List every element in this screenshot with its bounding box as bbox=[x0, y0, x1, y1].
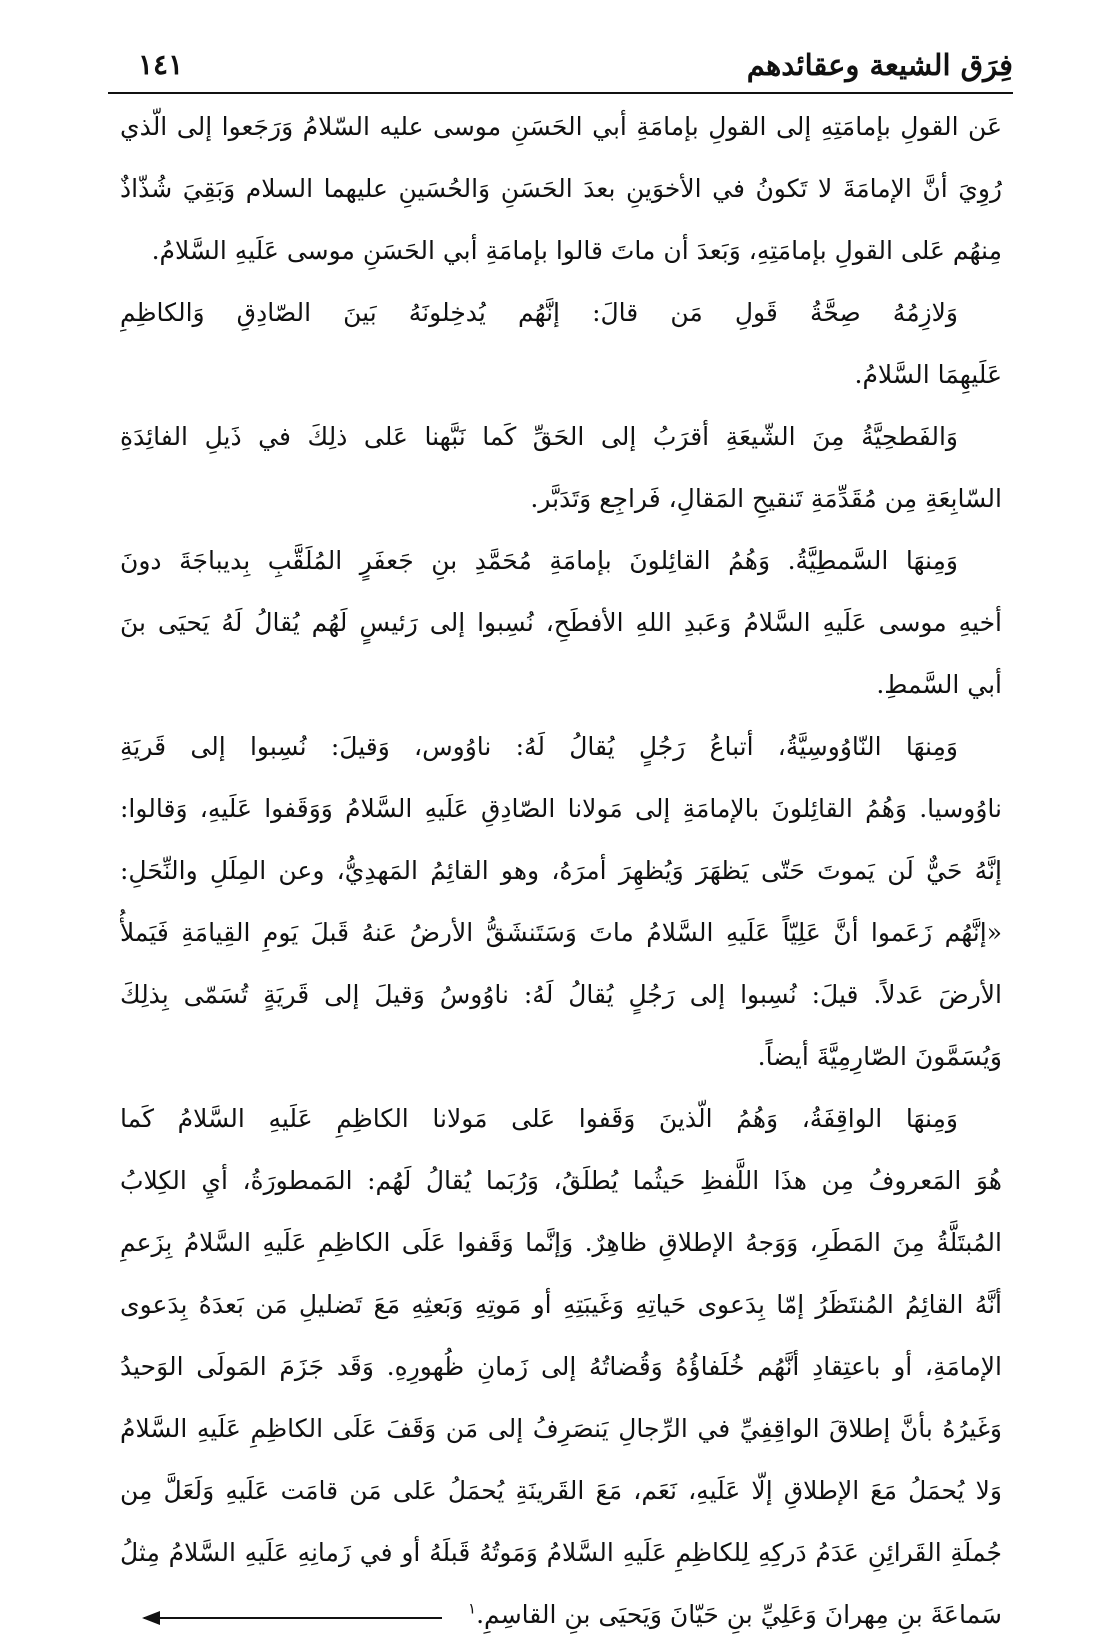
running-title: فِرَق الشيعة وعقائدهم bbox=[746, 48, 1013, 82]
continuation-arrow-icon bbox=[142, 1611, 160, 1625]
running-header bbox=[108, 42, 1013, 88]
text-line: رُوِيَ أنَّ الإمامَةَ لا تَكونُ في الأخوَينِ بعدَ الحَسَنِ وَالحُسَينِ عليهما السلام وَبَقِيَ شُذّاذٌ bbox=[120, 174, 1002, 203]
header-rule bbox=[108, 92, 1013, 94]
text-line: أبي السَّمطِ. bbox=[876, 670, 1002, 699]
text-line: عَن القولِ بإمامَتِهِ إلى القولِ بإمامَةِ أبي الحَسَنِ موسى عليه السّلامُ وَرَجَعوا إلى الّذي bbox=[120, 112, 1002, 141]
continuation-rule bbox=[144, 1617, 442, 1619]
footnote-marker: ١ bbox=[468, 1599, 477, 1618]
paragraph-first-line: وَمِنهَا الواقِفَةُ، وَهُمُ الّذينَ وَقَفوا عَلى مَولانا الكاظِمِ عَلَيهِ السَّلامُ كَما bbox=[120, 1104, 958, 1133]
text-line: «إنَّهُم زَعَموا أنَّ عَلِيّاً عَلَيهِ السَّلامُ ماتَ وَسَتَنشَقُّ الأرضُ عَنهُ قَبلَ يَومِ القِيامَةِ فَيَملأُ bbox=[120, 918, 1002, 947]
text-line: هُوَ المَعروفُ مِن هذَا اللَّفظِ حَيثُما يُطلَقُ، وَرُبَما يُقالُ لَهُم: المَمطورَةُ، أيِ الكِلابُ bbox=[120, 1166, 1002, 1195]
last-line-text bbox=[468, 1584, 1002, 1646]
text-line: ناوُوسيا. وَهُمُ القائِلونَ بالإمامَةِ إلى مَولانا الصّادِقِ عَلَيهِ السَّلامُ وَوَقَفوا عَلَيهِ، وَقالوا: bbox=[120, 794, 1002, 823]
text-line: أنَّهُ القائِمُ المُنتَظَرُ إمّا بِدَعوى حَياتِهِ وَغَيبَتِهِ أو مَوتِهِ وَبَعثِهِ مَعَ تَضليلِ مَن بَعدَهُ بِدَعوى bbox=[120, 1290, 1002, 1319]
text-line: الأرضَ عَدلاً. قيلَ: نُسِبوا إلى رَجُلٍ يُقالُ لَهُ: ناوُوسُ وَقيلَ إلى قَريَةٍ تُسَمّى بِذلِكَ bbox=[120, 980, 1002, 1009]
body-text bbox=[120, 96, 1002, 1646]
text-line: مِنهُم عَلى القولِ بإمامَتِهِ، وَبَعدَ أن ماتَ قالوا بإمامَةِ أبي الحَسَنِ موسى عَلَيهِ السَّلامُ. bbox=[151, 236, 1002, 265]
paragraph-first-line: وَالفَطحِيَّةُ مِنَ الشّيعَةِ أقرَبُ إلى الحَقِّ كَما نَبَّهنا عَلى ذلِكَ في ذَيلِ الفائِدَةِ bbox=[120, 422, 958, 451]
text-line: المُبتَلَّةُ مِنَ المَطَرِ، وَوَجهُ الإطلاقِ ظاهِرٌ. وَإنَّما وَقَفوا عَلَى الكاظِمِ عَلَيهِ السَّلامُ بِزَعمِ bbox=[120, 1228, 1002, 1257]
text-line: وَيُسَمَّونَ الصّارِمِيَّةَ أيضاً. bbox=[757, 1042, 1002, 1071]
text-line: أخيهِ موسى عَلَيهِ السَّلامُ وَعَبدِ اللهِ الأفطَحِ، نُسِبوا إلى رَئيسٍ لَهُم يُقالُ لَهُ يَحيَى بنَ bbox=[120, 608, 1002, 637]
text-line: الإمامَةِ، أو باعتِقادِ أنَّهُم خُلَفاؤُهُ وَقُضاتُهُ إلى زَمانِ ظُهورِهِ. وَقَد جَزَمَ المَولَى الوَحيدُ bbox=[120, 1352, 1002, 1381]
text-line: وَلا يُحمَلُ مَعَ الإطلاقِ إلّا عَلَيهِ، نَعَم، مَعَ القَرينَةِ يُحمَلُ عَلى مَن قامَت عَلَيهِ وَلَعَلَّ مِن bbox=[120, 1476, 1002, 1505]
last-text-line bbox=[120, 1584, 1002, 1646]
last-line-words: سَماعَةَ بنِ مِهرانَ وَعَلِيِّ بنِ حَيّانَ وَيَحيَى بنِ القاسِمِ. bbox=[476, 1600, 1002, 1629]
text-line: جُملَةِ القَرائِنِ عَدَمُ دَركِهِ لِلكاظِمِ عَلَيهِ السَّلامُ وَمَوتُهُ قَبلَهُ أو في زَمانِهِ عَلَيهِ السَّلامُ مِثلُ bbox=[120, 1538, 1002, 1567]
text-line: وَغَيرُهُ بأنَّ إطلاقَ الواقِفِيِّ في الرِّجالِ يَنصَرِفُ إلى مَن وَقَفَ عَلَى الكاظِمِ عَلَيهِ السَّلامُ bbox=[120, 1414, 1002, 1443]
text-line: السّابِعَةِ مِن مُقَدِّمَةِ تَنقيحِ المَقالِ، فَراجِع وَتَدَبَّر. bbox=[530, 484, 1002, 513]
paragraph-first-line: وَمِنهَا النّاوُوسِيَّةُ، أتباعُ رَجُلٍ يُقالُ لَهُ: ناوُوس، وَقيلَ: نُسِبوا إلى قَريَةِ bbox=[120, 732, 958, 761]
paragraph-first-line: وَمِنهَا السَّمطِيَّةُ. وَهُمُ القائِلونَ بإمامَةِ مُحَمَّدِ بنِ جَعفَرٍ المُلَقَّبِ بِديباجَةَ دونَ bbox=[120, 546, 958, 575]
text-line: عَلَيهِمَا السَّلامُ. bbox=[854, 360, 1002, 389]
paragraph-first-line: وَلازِمُهُ صِحَّةُ قَولِ مَن قالَ: إنَّهُم يُدخِلونَهُ بَينَ الصّادِقِ وَالكاظِمِ bbox=[120, 298, 958, 327]
page-number: ١٤١ bbox=[138, 48, 184, 81]
text-line: إنَّهُ حَيٌّ لَن يَموتَ حَتّى يَظهَرَ وَيُظهِرَ أمرَهُ، وهو القائِمُ المَهدِيُّ، وعن المِلَلِ والنِّحَلِ: bbox=[120, 856, 1002, 885]
